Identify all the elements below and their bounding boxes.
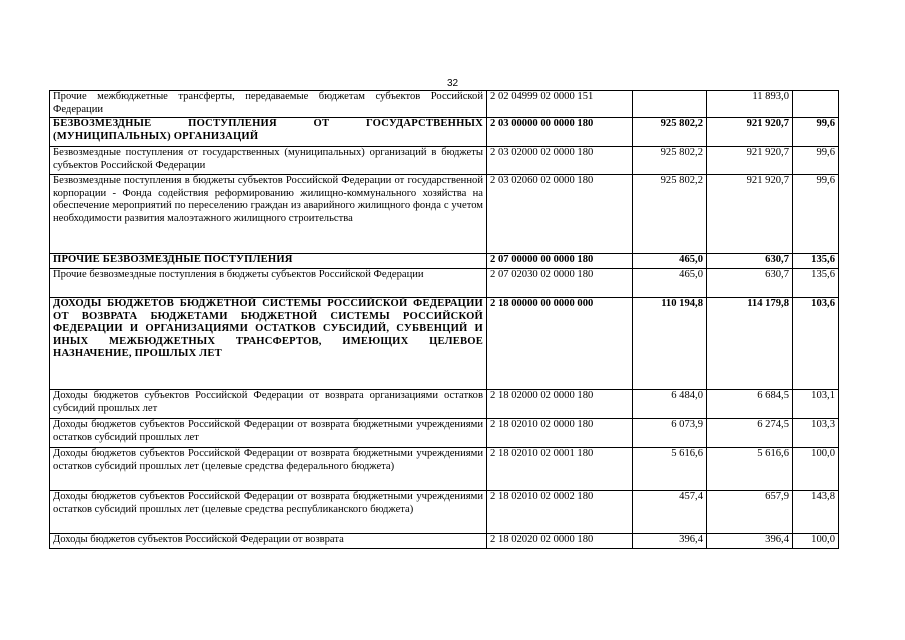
row-fact: 11 893,0 <box>707 91 793 118</box>
row-name: ПРОЧИЕ БЕЗВОЗМЕЗДНЫЕ ПОСТУПЛЕНИЯ <box>50 254 487 269</box>
row-pct <box>793 91 839 118</box>
page-number: 32 <box>446 78 459 89</box>
table-row <box>50 269 839 298</box>
row-code: 2 18 02010 02 0002 180 <box>487 491 633 534</box>
table-row <box>50 298 839 390</box>
row-fact: 921 920,7 <box>707 118 793 147</box>
row-code: 2 03 02060 02 0000 180 <box>487 175 633 254</box>
row-pct: 143,8 <box>793 491 839 534</box>
table-row <box>50 390 839 419</box>
row-name: Безвозмездные поступления в бюджеты субъектов Российской Федерации от государственной корпорации - Фонда содействия реформированию жилищно-коммунального хозяйства на обеспечение мероприятий по переселению граждан из аварийного жилищного фонда с учетом необходимости развития малоэтажного жилищного строительства <box>50 175 487 254</box>
row-plan <box>633 91 707 118</box>
row-plan: 925 802,2 <box>633 147 707 175</box>
row-code: 2 18 02010 02 0001 180 <box>487 448 633 491</box>
row-plan: 457,4 <box>633 491 707 534</box>
row-plan: 465,0 <box>633 269 707 298</box>
row-name: Доходы бюджетов субъектов Российской Федерации от возврата организациями остатков субсидий прошлых лет <box>50 390 487 419</box>
row-code: 2 18 00000 00 0000 000 <box>487 298 633 390</box>
table-row <box>50 448 839 491</box>
row-plan: 6 073,9 <box>633 419 707 448</box>
row-code: 2 18 02000 02 0000 180 <box>487 390 633 419</box>
row-pct: 103,3 <box>793 419 839 448</box>
table-row <box>50 118 839 147</box>
row-pct: 100,0 <box>793 534 839 549</box>
row-name: Доходы бюджетов субъектов Российской Федерации от возврата бюджетными учреждениями остатков субсидий прошлых лет <box>50 419 487 448</box>
row-pct: 103,1 <box>793 390 839 419</box>
table-row <box>50 254 839 269</box>
row-code: 2 07 02030 02 0000 180 <box>487 269 633 298</box>
table-row <box>50 491 839 534</box>
row-plan: 110 194,8 <box>633 298 707 390</box>
row-fact: 5 616,6 <box>707 448 793 491</box>
row-fact: 630,7 <box>707 254 793 269</box>
row-pct: 103,6 <box>793 298 839 390</box>
row-name: Доходы бюджетов субъектов Российской Федерации от возврата бюджетными учреждениями остатков субсидий прошлых лет (целевые средства республиканского бюджета) <box>50 491 487 534</box>
row-name: Прочие безвозмездные поступления в бюджеты субъектов Российской Федерации <box>50 269 487 298</box>
row-code: 2 02 04999 02 0000 151 <box>487 91 633 118</box>
row-name: БЕЗВОЗМЕЗДНЫЕ ПОСТУПЛЕНИЯ ОТ ГОСУДАРСТВЕННЫХ (МУНИЦИПАЛЬНЫХ) ОРГАНИЗАЦИЙ <box>50 118 487 147</box>
row-name: ДОХОДЫ БЮДЖЕТОВ БЮДЖЕТНОЙ СИСТЕМЫ РОССИЙСКОЙ ФЕДЕРАЦИИ ОТ ВОЗВРАТА БЮДЖЕТАМИ БЮДЖЕТНОЙ СИСТЕМЫ РОССИЙСКОЙ ФЕДЕРАЦИИ И ОРГАНИЗАЦИЯМИ ОСТАТКОВ СУБСИДИЙ, СУБВЕНЦИЙ И ИНЫХ МЕЖБЮДЖЕТНЫХ ТРАНСФЕРТОВ, ИМЕЮЩИХ ЦЕЛЕВОЕ НАЗНАЧЕНИЕ, ПРОШЛЫХ ЛЕТ <box>50 298 487 390</box>
table-row <box>50 534 839 549</box>
row-fact: 6 274,5 <box>707 419 793 448</box>
row-plan: 396,4 <box>633 534 707 549</box>
table-row <box>50 175 839 254</box>
row-fact: 6 684,5 <box>707 390 793 419</box>
row-fact: 657,9 <box>707 491 793 534</box>
row-plan: 6 484,0 <box>633 390 707 419</box>
table-row <box>50 147 839 175</box>
row-name: Прочие межбюджетные трансферты, передаваемые бюджетам субъектов Российской Федерации <box>50 91 487 118</box>
row-plan: 925 802,2 <box>633 118 707 147</box>
row-plan: 465,0 <box>633 254 707 269</box>
row-plan: 5 616,6 <box>633 448 707 491</box>
budget-table <box>49 90 839 549</box>
table-row <box>50 91 839 118</box>
row-name: Доходы бюджетов субъектов Российской Федерации от возврата <box>50 534 487 549</box>
row-name: Доходы бюджетов субъектов Российской Федерации от возврата бюджетными учреждениями остатков субсидий прошлых лет (целевые средства федерального бюджета) <box>50 448 487 491</box>
row-pct: 99,6 <box>793 147 839 175</box>
row-code: 2 18 02020 02 0000 180 <box>487 534 633 549</box>
row-plan: 925 802,2 <box>633 175 707 254</box>
row-code: 2 03 02000 02 0000 180 <box>487 147 633 175</box>
row-fact: 921 920,7 <box>707 175 793 254</box>
row-code: 2 18 02010 02 0000 180 <box>487 419 633 448</box>
row-fact: 396,4 <box>707 534 793 549</box>
row-pct: 100,0 <box>793 448 839 491</box>
row-fact: 630,7 <box>707 269 793 298</box>
row-pct: 135,6 <box>793 269 839 298</box>
row-pct: 99,6 <box>793 175 839 254</box>
table-row <box>50 419 839 448</box>
row-code: 2 07 00000 00 0000 180 <box>487 254 633 269</box>
row-fact: 921 920,7 <box>707 147 793 175</box>
row-pct: 135,6 <box>793 254 839 269</box>
row-name: Безвозмездные поступления от государственных (муниципальных) организаций в бюджеты субъектов Российской Федерации <box>50 147 487 175</box>
row-code: 2 03 00000 00 0000 180 <box>487 118 633 147</box>
row-fact: 114 179,8 <box>707 298 793 390</box>
row-pct: 99,6 <box>793 118 839 147</box>
